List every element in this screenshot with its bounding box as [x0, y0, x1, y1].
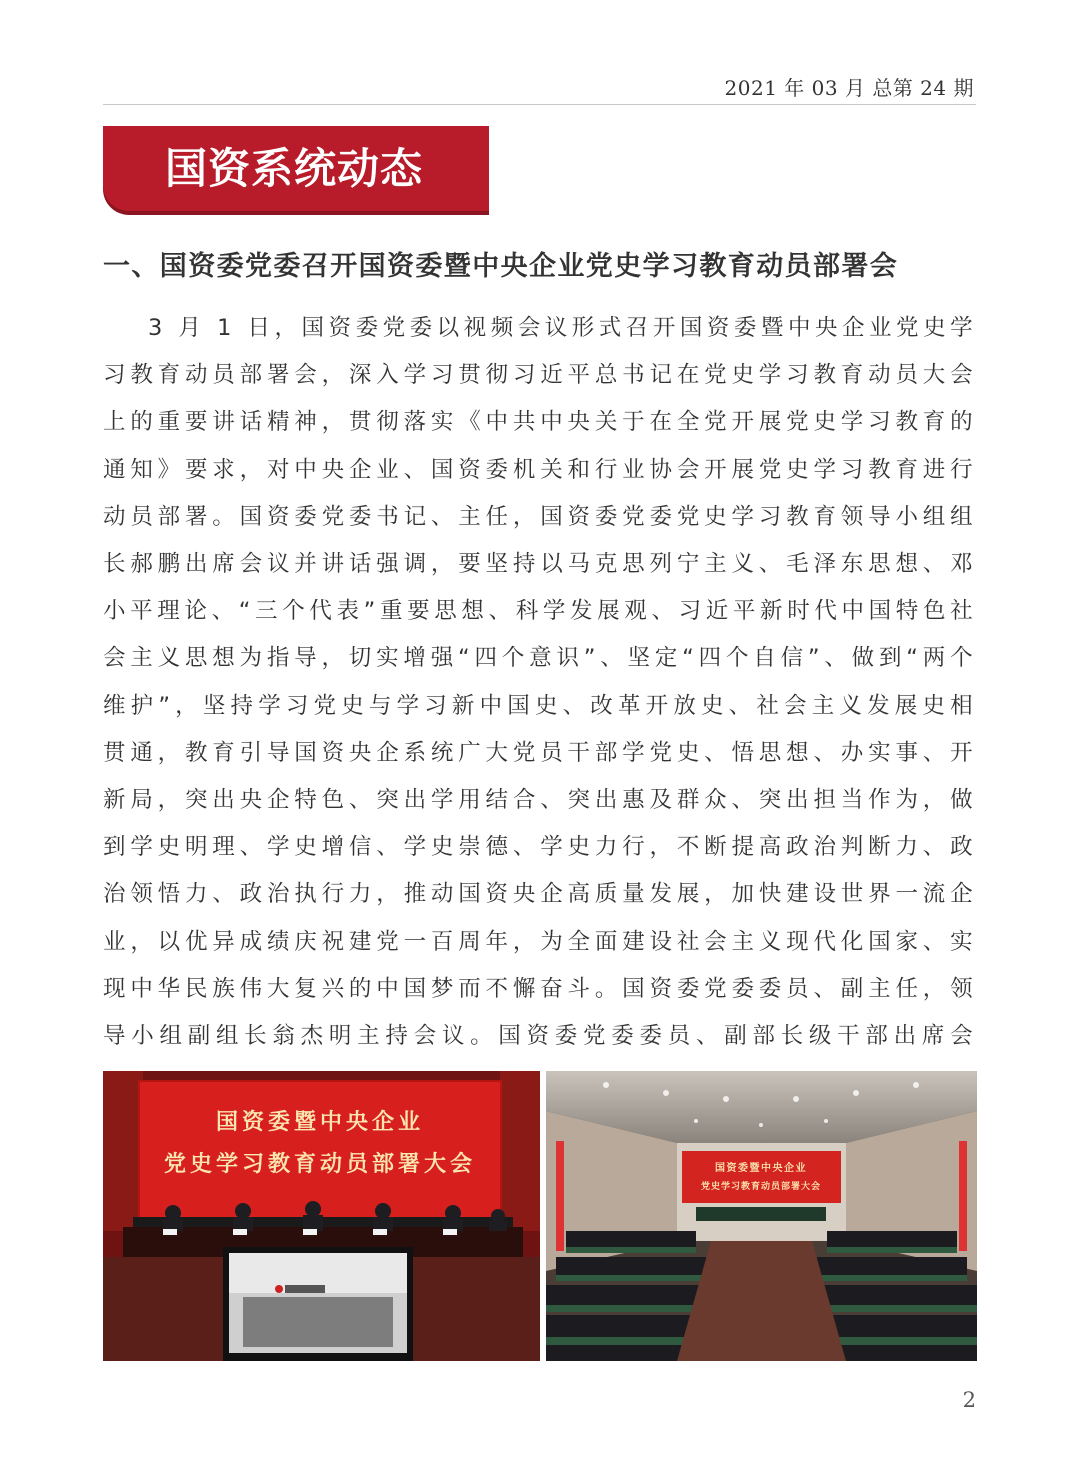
article-body: 3 月 1 日，国资委党委以视频会议形式召开国资委暨中央企业党史学习教育动员部署会，深入学习贯彻习近平总书记在党史学习教育动员大会上的重要讲话精神，贯彻落实《中共中央关于在全党开展党史学习教育的通知》要求，对中央企业、国资委机关和行业协会开展党史学习教育进行动员部署。国资委党委书记、主任，国资委党委党史学习教育领导小组组长郝鹏出席会议并讲话强调，要坚持以马克思列宁主义、毛泽东思想、邓小平理论、“三个代表”重要思想、科学发展观、习近平新时代中国特色社会主义思想为指导，切实增强“四个意识”、坚定“四个自信”、做到“两个维护”，坚持学习党史与学习新中国史、改革开放史、社会主义发展史相贯通，教育引导国资央企系统广大党员干部学党史、悟思想、办实事、开新局，突出央企特色、突出学用结合、突出惠及群众、突出担当作为，做到学史明理、学史增信、学史崇德、学史力行，不断提高政治判断力、政治领悟力、政治执行力，推动国资央企高质量发展，加快建设世界一流企业，以优异成绩庆祝建党一百周年，为全面建设社会主义现代化国家、实现中华民族伟大复兴的中国梦而不懈奋斗。国资委党委委员、副主任，领导小组副组长翁杰明主持会议。国资委党委委员、副部长级干部出席会 [103, 315, 977, 1050]
issue-label: 2021 年 03 月 总第 24 期 [724, 76, 974, 100]
article-headline: 一、国资委党委召开国资委暨中央企业党史学习教育动员部署会 [103, 251, 899, 282]
header-divider [103, 104, 976, 105]
right-banner-line2: 党史学习教育动员部署大会 [700, 1182, 822, 1192]
meeting-photo-left-image [103, 1071, 540, 1361]
section-title: 国资系统动态 [165, 144, 424, 193]
right-banner-line1: 国资委暨中央企业 [715, 1163, 807, 1174]
left-banner-line2: 党史学习教育动员部署大会 [163, 1152, 477, 1177]
meeting-photo-right [546, 1071, 977, 1361]
meeting-photo-right-image [546, 1071, 977, 1361]
page-number: 2 [962, 1388, 976, 1412]
left-banner-line1: 国资委暨中央企业 [215, 1110, 425, 1135]
section-banner [103, 126, 489, 211]
meeting-photo-left [103, 1071, 540, 1361]
